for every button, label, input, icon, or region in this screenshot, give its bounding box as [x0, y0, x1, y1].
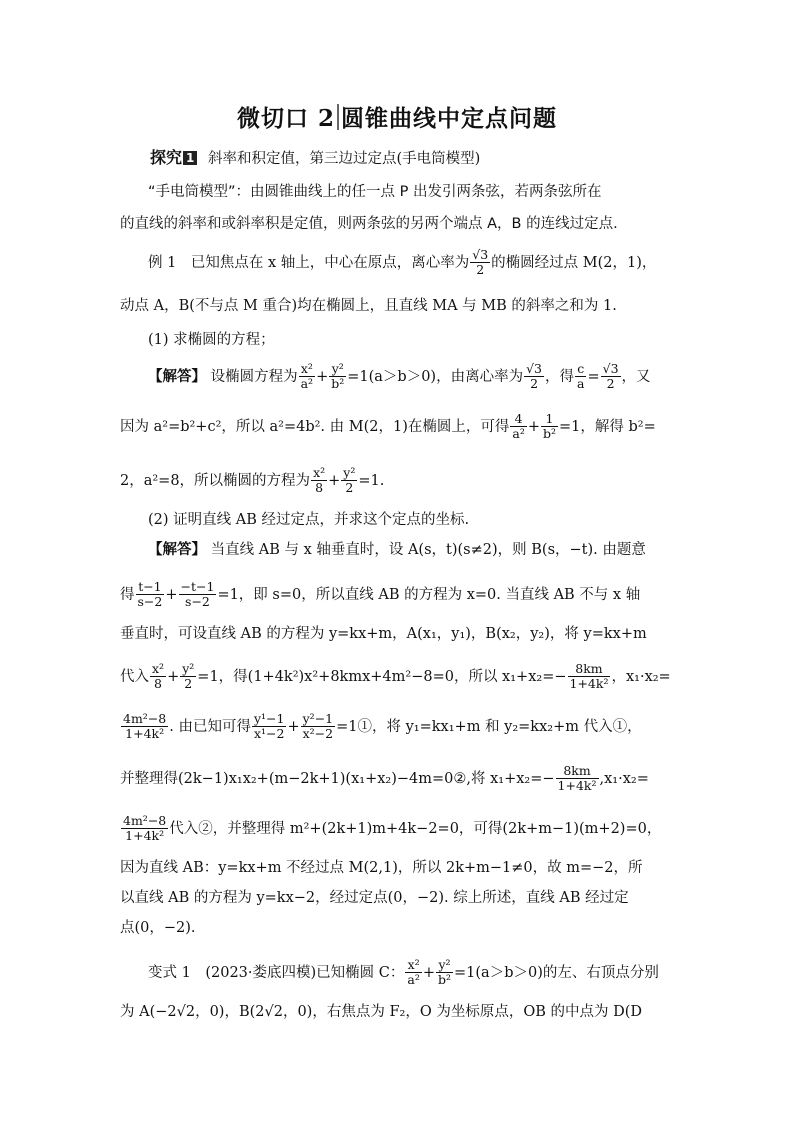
title-left: 微切口 2 — [236, 105, 335, 132]
solution-2-line-6: 并整理得(2k−1)x₁x₂+(m−2k+1)(x₁+x₂)−4m=0②,将 x₁+x₂=− $\frac{8km}{\text{1+4k²}}$ ,x₁·x₂= — [120, 763, 649, 794]
solution-2-line-3: 垂直时，可设直线 AB 的方程为 y=kx+m，A(x₁，y₁)，B(x₂，y₂)，将 y=kx+m — [120, 626, 647, 642]
solution-tag: 【解答】 — [148, 368, 206, 385]
intro-line-2: 的直线的斜率和或斜率积是定值，则两条弦的另两个端点 A，B 的连线过定点. — [120, 216, 618, 232]
section-title: 斜率和积定值，第三边过定点(手电筒模型) — [207, 151, 481, 167]
intro-line-1: “手电筒模型”：由圆锥曲线上的任一点 P 出发引两条弦，若两条弦所在 — [148, 184, 602, 200]
solution-2-line-7: $\frac{\text{4m²−8}}{\text{1+4k²}}$ 代入②，并整理得 m²+(2k+1)m+4k−2=0，可得(2k+m−1)(m+2)=0， — [123, 813, 662, 844]
solution-tag-2: 【解答】 — [148, 542, 206, 558]
title-right: 圆锥曲线中定点问题 — [341, 105, 557, 132]
example-1-line-1: 例 1 已知焦点在 x 轴上，中心在原点，离心率为 $\frac{√3}{2}$ 的椭圆经过点 M(2，1)， — [148, 247, 657, 278]
variant-1-line-1: 变式 1 (2023·娄底四模)已知椭圆 C： $\frac{\text{x²}}{\text{a²}}$ + $\frac{\text{y²}}{\text{b²}}$ =1(a＞b＞0)的左、右顶点分别 — [148, 957, 659, 988]
solution-1-line-2: 因为 a²=b²+c²，所以 a²=4b². 由 M(2，1)在椭圆上，可得 $\frac{4}{\text{a²}}$ + $\frac{1}{\text{b²}}$ =1，解得 b²= — [120, 411, 656, 442]
solution-1-line-3: 2，a²=8，所以椭圆的方程为 $\frac{\text{x²}}{8}$ + $\frac{\text{y²}}{2}$ =1. — [120, 465, 385, 496]
solution-2-line-5: $\frac{\text{4m²−8}}{\text{1+4k²}}$ . 由已知可得 $\frac{\text{y¹−1}}{\text{x¹−2}}$ + $\frac{\text{y²−1}}{\text{x²−2}}$ =1①，将 y₁=kx₁+m 和 y₂=kx₂+m 代入①， — [123, 711, 642, 742]
example-1-line-2: 动点 A，B(不与点 M 重合)均在椭圆上，且直线 MA 与 MB 的斜率之和为 1. — [120, 298, 617, 314]
variant-1-line-2: 为 A(−2√2，0)，B(2√2，0)，右焦点为 F₂，O 为坐标原点，OB 的中点为 D(D — [120, 1004, 642, 1020]
section-heading — [150, 148, 710, 168]
question-1: (1) 求椭圆的方程； — [148, 332, 275, 348]
eccentricity-fraction: $\frac{√3}{2}$ — [472, 247, 489, 278]
solution-2-line-2: 得 $\frac{t-1}{s-2}$ + $\frac{-t-1}{s-2}$ =1，即 s=0，所以直线 AB 的方程为 x=0. 当直线 AB 不与 x 轴 — [120, 579, 641, 610]
solution-1-line-1: 【解答】 设椭圆方程为 $\frac{\text{x²}}{\text{a²}}$ + $\frac{\text{y²}}{\text{b²}}$ =1(a＞b＞0)，由离心率为 $\frac{√3}{2}$ ，得 $\frac{c}{a}$ = $\frac{√3}{2}$ ，又 — [148, 361, 651, 392]
solution-2-line-9: 以直线 AB 的方程为 y=kx−2，经过定点(0，−2). 综上所述，直线 AB 经过定 — [120, 890, 629, 906]
page-title — [0, 100, 794, 133]
explore-label: 探究 1 — [150, 148, 197, 167]
solution-2-line-10: 点(0，−2). — [120, 920, 196, 936]
solution-2-line-4: 代入 $\frac{\text{x²}}{8}$ + $\frac{\text{y²}}{2}$ =1，得(1+4k²)x²+8kmx+4m²−8=0，所以 x₁+x₂=− $\frac{8km}{\text{1+4k²}}$ ，x₁·x₂= — [120, 661, 671, 692]
title-divider — [337, 104, 339, 130]
question-2: (2) 证明直线 AB 经过定点，并求这个定点的坐标. — [148, 512, 470, 528]
solution-2-line-8: 因为直线 AB：y=kx+m 不经过点 M(2,1)，所以 2k+m−1≠0，故 m=−2，所 — [120, 860, 643, 876]
explore-number-badge: 1 — [183, 151, 197, 165]
solution-2-line-1: 【解答】 当直线 AB 与 x 轴垂直时，设 A(s，t)(s≠2)，则 B(s，−t). 由题意 — [148, 542, 646, 558]
